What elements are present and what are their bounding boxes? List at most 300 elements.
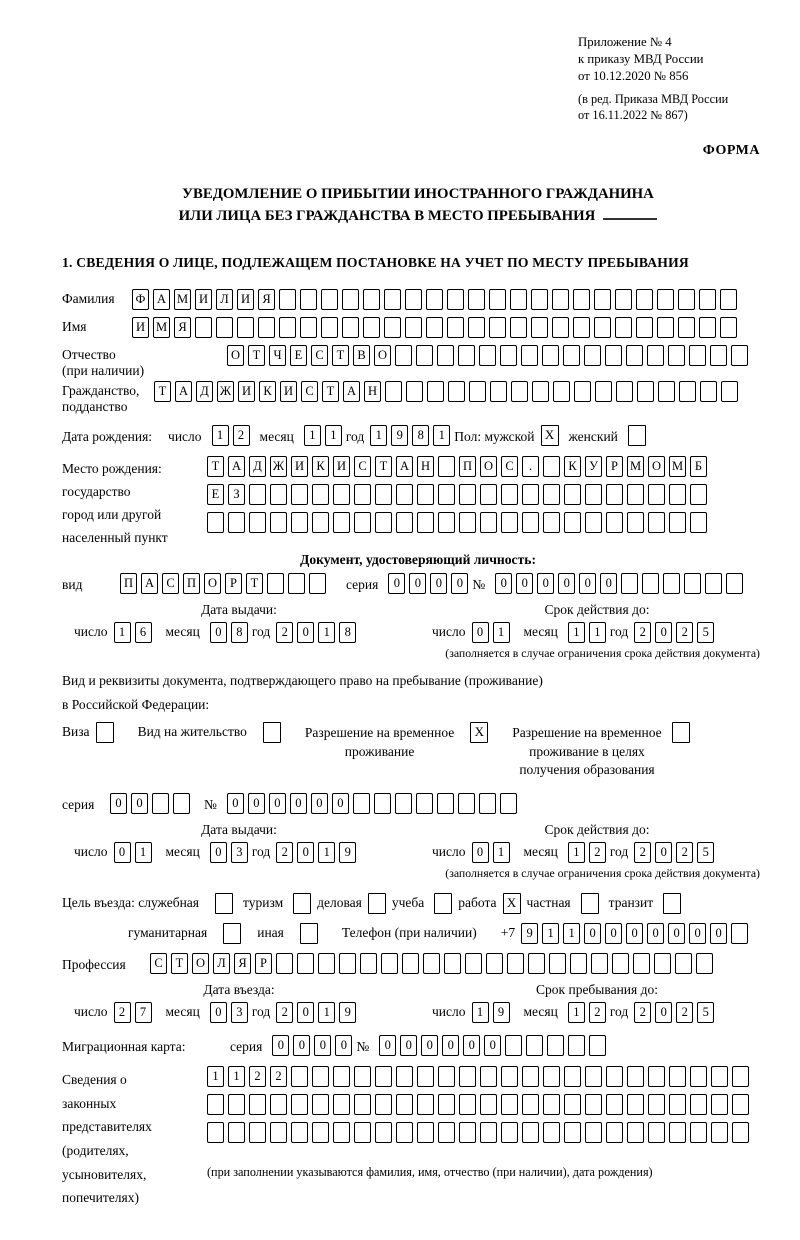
char-cell[interactable]: И [237, 289, 254, 310]
char-cell[interactable]: 1 [433, 425, 450, 446]
char-cell[interactable]: Я [174, 317, 191, 338]
char-cell[interactable] [573, 289, 590, 310]
char-cell[interactable]: Т [322, 381, 339, 402]
char-cell[interactable] [720, 317, 737, 338]
char-cell[interactable] [195, 317, 212, 338]
char-cell[interactable]: 0 [463, 1035, 480, 1056]
char-cell[interactable] [465, 953, 482, 974]
char-cell[interactable] [448, 381, 465, 402]
char-cell[interactable] [438, 1094, 455, 1115]
char-cell[interactable] [270, 484, 287, 505]
mig-seriya-cells[interactable] [272, 1035, 356, 1056]
char-cell[interactable]: 9 [521, 923, 538, 944]
char-cell[interactable] [416, 345, 433, 366]
char-cell[interactable]: Т [332, 345, 349, 366]
char-cell[interactable] [637, 381, 654, 402]
char-cell[interactable] [405, 289, 422, 310]
char-cell[interactable] [663, 573, 680, 594]
char-cell[interactable] [417, 1122, 434, 1143]
char-cell[interactable] [585, 1122, 602, 1143]
char-cell[interactable] [417, 484, 434, 505]
entry-month-cells[interactable] [210, 1002, 252, 1023]
char-cell[interactable] [564, 484, 581, 505]
char-cell[interactable] [375, 512, 392, 533]
char-cell[interactable]: 0 [272, 1035, 289, 1056]
char-cell[interactable]: И [195, 289, 212, 310]
char-cell[interactable]: 0 [655, 1002, 672, 1023]
id-number-cells[interactable] [495, 573, 747, 594]
char-cell[interactable] [207, 1094, 224, 1115]
char-cell[interactable]: С [354, 456, 371, 477]
char-cell[interactable] [396, 1094, 413, 1115]
char-cell[interactable]: 1 [207, 1066, 224, 1087]
char-cell[interactable]: 0 [131, 793, 148, 814]
birthplace-row1-cells[interactable] [207, 456, 711, 477]
char-cell[interactable] [288, 573, 305, 594]
char-cell[interactable]: 8 [339, 622, 356, 643]
char-cell[interactable]: Ч [269, 345, 286, 366]
char-cell[interactable] [585, 512, 602, 533]
char-cell[interactable]: К [259, 381, 276, 402]
purpose-inaya-checkbox[interactable] [300, 923, 318, 944]
char-cell[interactable]: 9 [391, 425, 408, 446]
char-cell[interactable] [573, 317, 590, 338]
char-cell[interactable] [459, 1094, 476, 1115]
char-cell[interactable]: 0 [248, 793, 265, 814]
char-cell[interactable]: Я [258, 289, 275, 310]
char-cell[interactable]: 2 [589, 842, 606, 863]
char-cell[interactable] [553, 381, 570, 402]
purpose-ucheba-checkbox[interactable] [434, 893, 452, 914]
char-cell[interactable]: 0 [297, 622, 314, 643]
char-cell[interactable]: 1 [228, 1066, 245, 1087]
char-cell[interactable]: 6 [135, 622, 152, 643]
char-cell[interactable] [501, 1066, 518, 1087]
char-cell[interactable]: 0 [472, 842, 489, 863]
char-cell[interactable] [510, 289, 527, 310]
char-cell[interactable] [249, 1122, 266, 1143]
char-cell[interactable] [207, 512, 224, 533]
citizenship-cells[interactable] [154, 381, 742, 402]
res-valid-year-cells[interactable] [634, 842, 718, 863]
char-cell[interactable] [522, 512, 539, 533]
char-cell[interactable] [402, 953, 419, 974]
char-cell[interactable]: 0 [210, 622, 227, 643]
char-cell[interactable]: 0 [269, 793, 286, 814]
char-cell[interactable] [342, 317, 359, 338]
id-valid-day-cells[interactable] [472, 622, 514, 643]
char-cell[interactable] [636, 289, 653, 310]
char-cell[interactable]: 0 [400, 1035, 417, 1056]
char-cell[interactable] [333, 1094, 350, 1115]
char-cell[interactable]: К [564, 456, 581, 477]
char-cell[interactable]: 2 [114, 1002, 131, 1023]
char-cell[interactable] [690, 1066, 707, 1087]
char-cell[interactable]: 1 [589, 622, 606, 643]
char-cell[interactable]: 2 [249, 1066, 266, 1087]
char-cell[interactable]: 0 [290, 793, 307, 814]
char-cell[interactable]: 9 [339, 1002, 356, 1023]
purpose-delovaya-checkbox[interactable] [368, 893, 386, 914]
char-cell[interactable]: И [280, 381, 297, 402]
char-cell[interactable] [570, 953, 587, 974]
purpose-gumanitarnaya-checkbox[interactable] [223, 923, 241, 944]
char-cell[interactable]: 0 [516, 573, 533, 594]
char-cell[interactable] [469, 381, 486, 402]
char-cell[interactable] [300, 317, 317, 338]
birth-month-cells[interactable] [304, 425, 346, 446]
char-cell[interactable] [732, 1122, 749, 1143]
char-cell[interactable]: 1 [493, 622, 510, 643]
char-cell[interactable] [438, 456, 455, 477]
char-cell[interactable] [374, 793, 391, 814]
char-cell[interactable] [585, 1066, 602, 1087]
char-cell[interactable] [354, 1094, 371, 1115]
char-cell[interactable] [690, 1122, 707, 1143]
char-cell[interactable]: Т [375, 456, 392, 477]
char-cell[interactable] [547, 1035, 564, 1056]
char-cell[interactable] [689, 345, 706, 366]
char-cell[interactable]: С [501, 456, 518, 477]
char-cell[interactable]: Е [207, 484, 224, 505]
res-valid-day-cells[interactable] [472, 842, 514, 863]
char-cell[interactable] [249, 484, 266, 505]
char-cell[interactable] [542, 345, 559, 366]
char-cell[interactable]: 0 [472, 622, 489, 643]
char-cell[interactable]: 1 [318, 842, 335, 863]
char-cell[interactable] [291, 512, 308, 533]
char-cell[interactable]: Р [225, 573, 242, 594]
char-cell[interactable] [291, 484, 308, 505]
char-cell[interactable] [528, 953, 545, 974]
char-cell[interactable] [543, 1094, 560, 1115]
char-cell[interactable] [375, 1066, 392, 1087]
char-cell[interactable] [501, 1094, 518, 1115]
char-cell[interactable] [360, 953, 377, 974]
purpose-turizm-checkbox[interactable] [293, 893, 311, 914]
char-cell[interactable] [318, 953, 335, 974]
char-cell[interactable] [459, 1066, 476, 1087]
char-cell[interactable] [333, 1122, 350, 1143]
res-issue-day-cells[interactable] [114, 842, 156, 863]
char-cell[interactable] [606, 512, 623, 533]
char-cell[interactable] [543, 1066, 560, 1087]
char-cell[interactable] [438, 1122, 455, 1143]
char-cell[interactable] [679, 381, 696, 402]
char-cell[interactable] [720, 289, 737, 310]
char-cell[interactable] [510, 317, 527, 338]
char-cell[interactable] [354, 1066, 371, 1087]
char-cell[interactable] [726, 573, 743, 594]
purpose-sluzhebnaya-checkbox[interactable] [215, 893, 233, 914]
entry-day-cells[interactable] [114, 1002, 156, 1023]
char-cell[interactable] [669, 1066, 686, 1087]
char-cell[interactable]: 0 [605, 923, 622, 944]
char-cell[interactable] [669, 484, 686, 505]
char-cell[interactable] [312, 484, 329, 505]
char-cell[interactable] [606, 484, 623, 505]
char-cell[interactable]: Л [213, 953, 230, 974]
char-cell[interactable]: 9 [339, 842, 356, 863]
char-cell[interactable]: 0 [710, 923, 727, 944]
char-cell[interactable] [480, 512, 497, 533]
char-cell[interactable] [648, 484, 665, 505]
char-cell[interactable]: 1 [304, 425, 321, 446]
char-cell[interactable]: 3 [231, 842, 248, 863]
char-cell[interactable]: Я [234, 953, 251, 974]
id-issue-day-cells[interactable] [114, 622, 156, 643]
char-cell[interactable]: М [153, 317, 170, 338]
char-cell[interactable]: И [333, 456, 350, 477]
char-cell[interactable] [279, 289, 296, 310]
char-cell[interactable] [543, 512, 560, 533]
char-cell[interactable] [606, 1122, 623, 1143]
char-cell[interactable] [684, 573, 701, 594]
sex-male-checkbox[interactable]: X [541, 425, 559, 446]
char-cell[interactable] [648, 512, 665, 533]
char-cell[interactable] [321, 317, 338, 338]
stay-year-cells[interactable] [634, 1002, 718, 1023]
id-issue-month-cells[interactable] [210, 622, 252, 643]
char-cell[interactable] [532, 381, 549, 402]
char-cell[interactable] [459, 1122, 476, 1143]
char-cell[interactable] [657, 317, 674, 338]
char-cell[interactable]: О [227, 345, 244, 366]
char-cell[interactable] [291, 1122, 308, 1143]
char-cell[interactable]: Л [216, 289, 233, 310]
char-cell[interactable]: А [141, 573, 158, 594]
char-cell[interactable]: 0 [430, 573, 447, 594]
char-cell[interactable]: 1 [114, 622, 131, 643]
char-cell[interactable]: 0 [689, 923, 706, 944]
char-cell[interactable] [615, 289, 632, 310]
char-cell[interactable] [584, 345, 601, 366]
char-cell[interactable] [312, 1066, 329, 1087]
birthplace-row3-cells[interactable] [207, 512, 711, 533]
char-cell[interactable] [627, 1066, 644, 1087]
char-cell[interactable]: 0 [297, 1002, 314, 1023]
char-cell[interactable]: А [343, 381, 360, 402]
char-cell[interactable]: О [374, 345, 391, 366]
reps-row1-cells[interactable] [207, 1066, 753, 1087]
res-issue-month-cells[interactable] [210, 842, 252, 863]
char-cell[interactable] [333, 484, 350, 505]
char-cell[interactable] [300, 289, 317, 310]
char-cell[interactable] [479, 345, 496, 366]
char-cell[interactable] [500, 793, 517, 814]
char-cell[interactable] [699, 289, 716, 310]
char-cell[interactable] [444, 953, 461, 974]
char-cell[interactable] [612, 953, 629, 974]
char-cell[interactable] [309, 573, 326, 594]
char-cell[interactable]: 0 [379, 1035, 396, 1056]
char-cell[interactable] [354, 1122, 371, 1143]
surname-cells[interactable] [132, 289, 741, 310]
char-cell[interactable] [616, 381, 633, 402]
char-cell[interactable]: . [522, 456, 539, 477]
char-cell[interactable] [564, 512, 581, 533]
char-cell[interactable] [438, 1066, 455, 1087]
char-cell[interactable] [468, 289, 485, 310]
char-cell[interactable] [595, 381, 612, 402]
char-cell[interactable] [626, 345, 643, 366]
char-cell[interactable]: 8 [412, 425, 429, 446]
id-vid-cells[interactable] [120, 573, 330, 594]
char-cell[interactable] [606, 1094, 623, 1115]
char-cell[interactable] [339, 953, 356, 974]
char-cell[interactable]: Ж [217, 381, 234, 402]
char-cell[interactable] [678, 317, 695, 338]
char-cell[interactable] [416, 793, 433, 814]
char-cell[interactable]: Д [249, 456, 266, 477]
char-cell[interactable]: 0 [495, 573, 512, 594]
char-cell[interactable]: И [132, 317, 149, 338]
char-cell[interactable] [696, 953, 713, 974]
char-cell[interactable] [511, 381, 528, 402]
char-cell[interactable]: 2 [634, 622, 651, 643]
char-cell[interactable] [669, 1094, 686, 1115]
char-cell[interactable] [564, 1122, 581, 1143]
char-cell[interactable] [564, 1066, 581, 1087]
char-cell[interactable]: 0 [110, 793, 127, 814]
char-cell[interactable] [354, 512, 371, 533]
char-cell[interactable] [636, 317, 653, 338]
char-cell[interactable]: 0 [579, 573, 596, 594]
char-cell[interactable]: 0 [210, 1002, 227, 1023]
char-cell[interactable] [710, 345, 727, 366]
char-cell[interactable] [321, 289, 338, 310]
char-cell[interactable] [668, 345, 685, 366]
name-cells[interactable] [132, 317, 741, 338]
char-cell[interactable]: 2 [676, 842, 693, 863]
char-cell[interactable]: Т [154, 381, 171, 402]
char-cell[interactable]: А [175, 381, 192, 402]
char-cell[interactable]: С [301, 381, 318, 402]
res-seriya-cells[interactable] [110, 793, 194, 814]
char-cell[interactable]: А [228, 456, 245, 477]
char-cell[interactable] [642, 573, 659, 594]
purpose-tranzit-checkbox[interactable] [663, 893, 681, 914]
char-cell[interactable] [375, 1094, 392, 1115]
char-cell[interactable] [690, 512, 707, 533]
char-cell[interactable]: П [183, 573, 200, 594]
char-cell[interactable]: 0 [409, 573, 426, 594]
char-cell[interactable]: 1 [568, 1002, 585, 1023]
char-cell[interactable] [297, 953, 314, 974]
char-cell[interactable] [417, 512, 434, 533]
char-cell[interactable] [228, 1094, 245, 1115]
char-cell[interactable] [585, 1094, 602, 1115]
char-cell[interactable] [552, 289, 569, 310]
char-cell[interactable] [507, 953, 524, 974]
res-number-cells[interactable] [227, 793, 521, 814]
char-cell[interactable]: 2 [276, 842, 293, 863]
char-cell[interactable]: 2 [676, 1002, 693, 1023]
char-cell[interactable]: 1 [212, 425, 229, 446]
char-cell[interactable] [690, 1094, 707, 1115]
char-cell[interactable]: 0 [421, 1035, 438, 1056]
char-cell[interactable] [406, 381, 423, 402]
char-cell[interactable]: Р [255, 953, 272, 974]
char-cell[interactable]: Т [248, 345, 265, 366]
char-cell[interactable]: В [353, 345, 370, 366]
char-cell[interactable] [270, 1094, 287, 1115]
birth-year-cells[interactable] [370, 425, 454, 446]
char-cell[interactable] [480, 1066, 497, 1087]
profession-cells[interactable] [150, 953, 717, 974]
char-cell[interactable] [216, 317, 233, 338]
char-cell[interactable]: М [669, 456, 686, 477]
char-cell[interactable]: З [228, 484, 245, 505]
purpose-chastnaya-checkbox[interactable] [581, 893, 599, 914]
char-cell[interactable] [270, 512, 287, 533]
char-cell[interactable] [501, 1122, 518, 1143]
entry-year-cells[interactable] [276, 1002, 360, 1023]
char-cell[interactable] [291, 1066, 308, 1087]
char-cell[interactable] [228, 1122, 245, 1143]
char-cell[interactable]: 1 [325, 425, 342, 446]
purpose-rabota-checkbox[interactable]: X [503, 893, 521, 914]
char-cell[interactable] [501, 512, 518, 533]
char-cell[interactable] [480, 1094, 497, 1115]
char-cell[interactable] [675, 953, 692, 974]
char-cell[interactable]: 0 [655, 622, 672, 643]
char-cell[interactable] [526, 1035, 543, 1056]
char-cell[interactable] [363, 317, 380, 338]
char-cell[interactable]: О [192, 953, 209, 974]
char-cell[interactable] [522, 1066, 539, 1087]
char-cell[interactable]: 8 [231, 622, 248, 643]
char-cell[interactable] [705, 573, 722, 594]
char-cell[interactable]: Т [246, 573, 263, 594]
char-cell[interactable] [438, 512, 455, 533]
char-cell[interactable]: Н [417, 456, 434, 477]
char-cell[interactable] [658, 381, 675, 402]
char-cell[interactable] [489, 317, 506, 338]
char-cell[interactable]: Т [171, 953, 188, 974]
char-cell[interactable] [375, 1122, 392, 1143]
char-cell[interactable]: М [174, 289, 191, 310]
char-cell[interactable]: 0 [655, 842, 672, 863]
char-cell[interactable]: О [480, 456, 497, 477]
char-cell[interactable] [459, 484, 476, 505]
res-issue-year-cells[interactable] [276, 842, 360, 863]
char-cell[interactable] [568, 1035, 585, 1056]
char-cell[interactable] [426, 317, 443, 338]
char-cell[interactable]: Б [690, 456, 707, 477]
char-cell[interactable]: Н [364, 381, 381, 402]
char-cell[interactable]: 5 [697, 842, 714, 863]
char-cell[interactable]: Р [606, 456, 623, 477]
char-cell[interactable] [395, 793, 412, 814]
stay-day-cells[interactable] [472, 1002, 514, 1023]
char-cell[interactable] [678, 289, 695, 310]
char-cell[interactable]: А [396, 456, 413, 477]
char-cell[interactable] [237, 317, 254, 338]
char-cell[interactable] [731, 345, 748, 366]
char-cell[interactable] [501, 484, 518, 505]
char-cell[interactable]: 5 [697, 1002, 714, 1023]
char-cell[interactable] [489, 289, 506, 310]
char-cell[interactable] [152, 793, 169, 814]
char-cell[interactable]: П [459, 456, 476, 477]
char-cell[interactable]: 0 [114, 842, 131, 863]
char-cell[interactable] [458, 345, 475, 366]
char-cell[interactable] [522, 1122, 539, 1143]
char-cell[interactable]: И [238, 381, 255, 402]
char-cell[interactable]: П [120, 573, 137, 594]
char-cell[interactable] [249, 1094, 266, 1115]
